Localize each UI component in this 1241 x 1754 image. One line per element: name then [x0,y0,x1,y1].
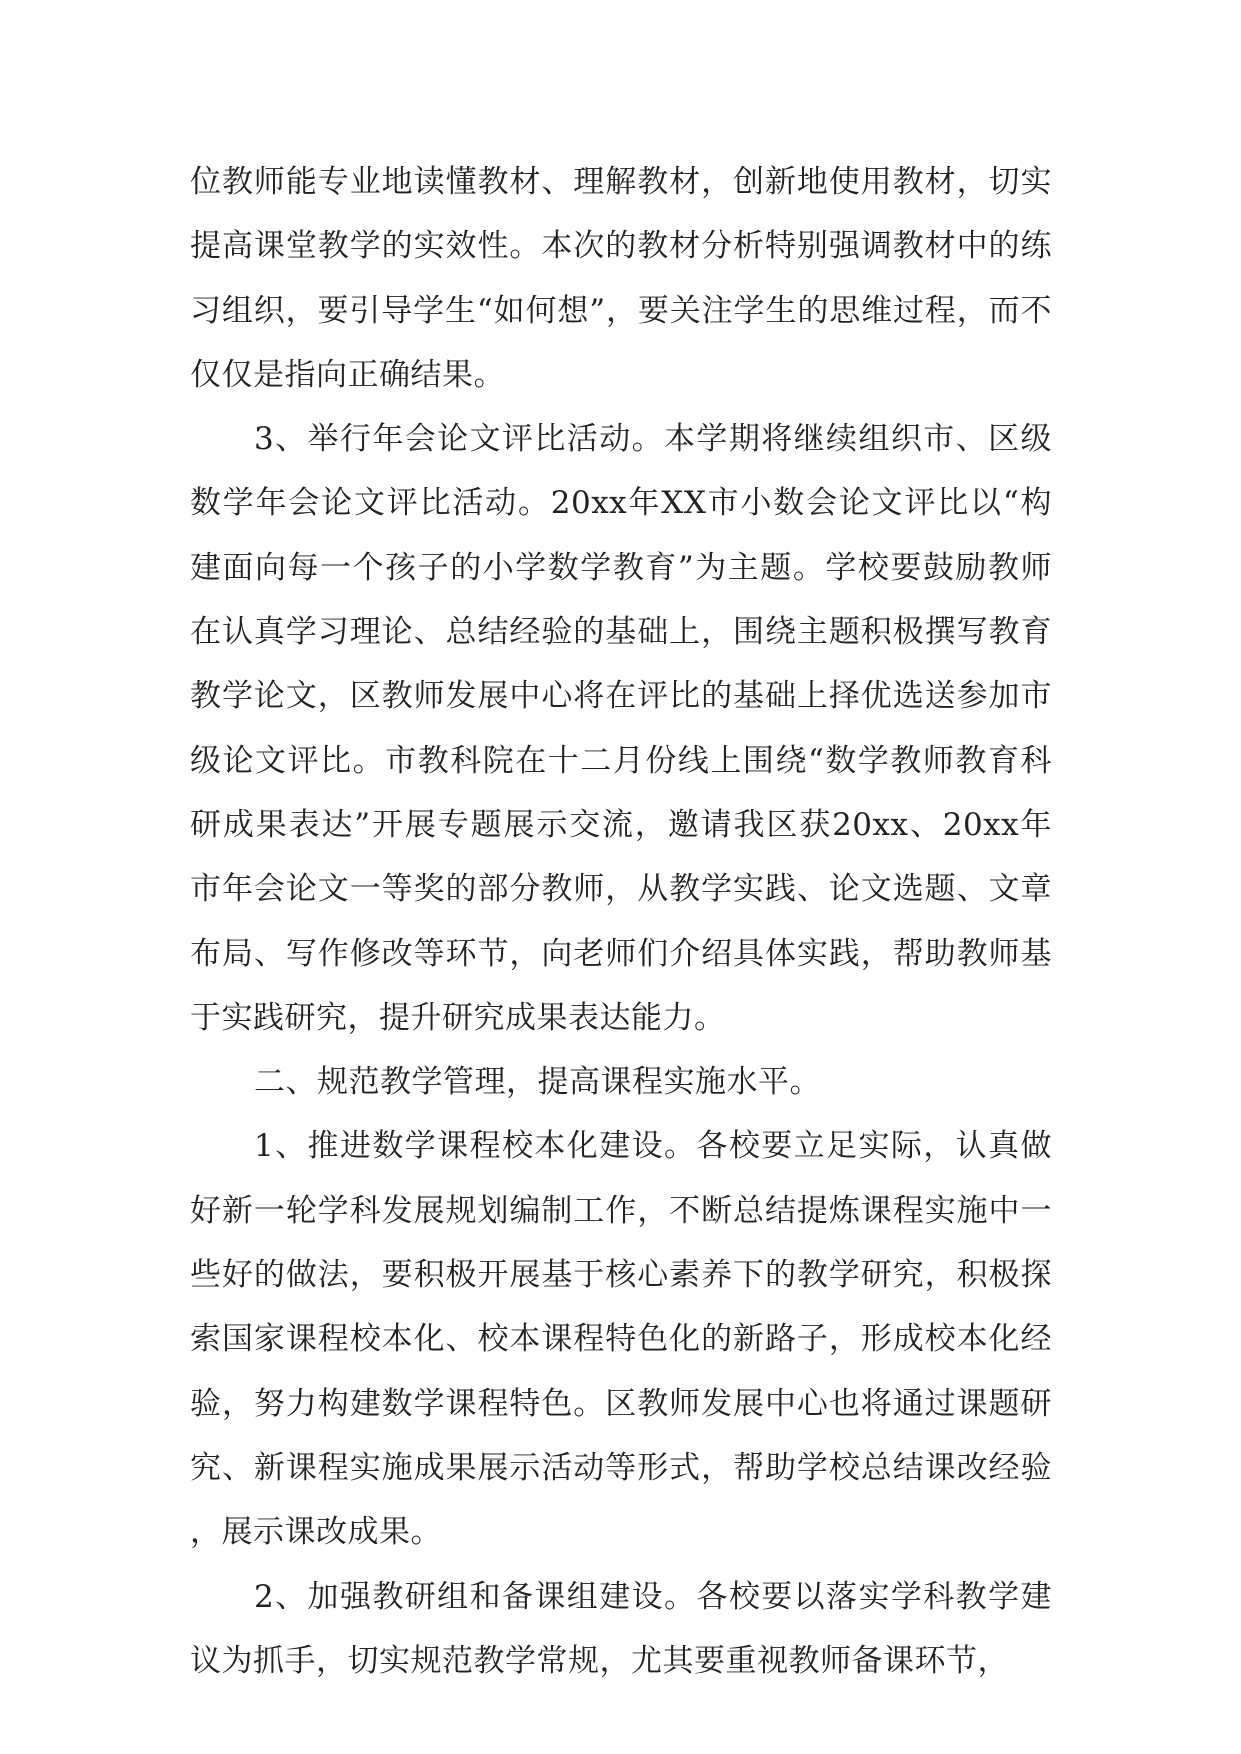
paragraph-3: 1、推进数学课程校本化建设。各校要立足实际，认真做好新一轮学科发展规划编制工作，不断总结提炼课程实施中一些好的做法，要积极开展基于核心素养下的教学研究，积极探索国家课程校本化、校本课程特色化的新路子，形成校本化经验，努力构建数学课程特色。区教师发展中心也将通过课题研究、新课程实施成果展示活动等形式，帮助学校总结课改经验，展示课改成果。 [190,1128,1052,1551]
section-heading: 二、规范教学管理，提高课程实施水平。 [254,1064,821,1101]
paragraph-2: 3、举行年会论文评比活动。本学期将继续组织市、区级数学年会论文评比活动。20xx年XX市小数会论文评比以“构建面向每一个孩子的小学数学教育”为主题。学校要鼓励教师在认真学习理论、总结经验的基础上，围绕主题积极撰写教育教学论文，区教师发展中心将在评比的基础上择优选送参加市级论文评比。市教科院在十二月份线上围绕“数学教师教育科研成果表达”开展专题展示交流，邀请我区获20xx、20xx年市年会论文一等奖的部分教师，从教学实践、论文选题、文章布局、写作修改等环节，向老师们介绍具体实践，帮助教师基于实践研究，提升研究成果表达能力。 [190,421,1052,1036]
document-page [190,150,1052,1693]
paragraph-4: 2、加强教研组和备课组建设。各校要以落实学科教学建议为抓手，切实规范教学常规，尤其要重视教师备课环节， [190,1578,1052,1679]
paragraph-1: 位教师能专业地读懂教材、理解教材，创新地使用教材，切实提高课堂教学的实效性。本次的教材分析特别强调教材中的练习组织，要引导学生“如何想”，要关注学生的思维过程，而不仅仅是指向正确结果。 [190,164,1052,393]
